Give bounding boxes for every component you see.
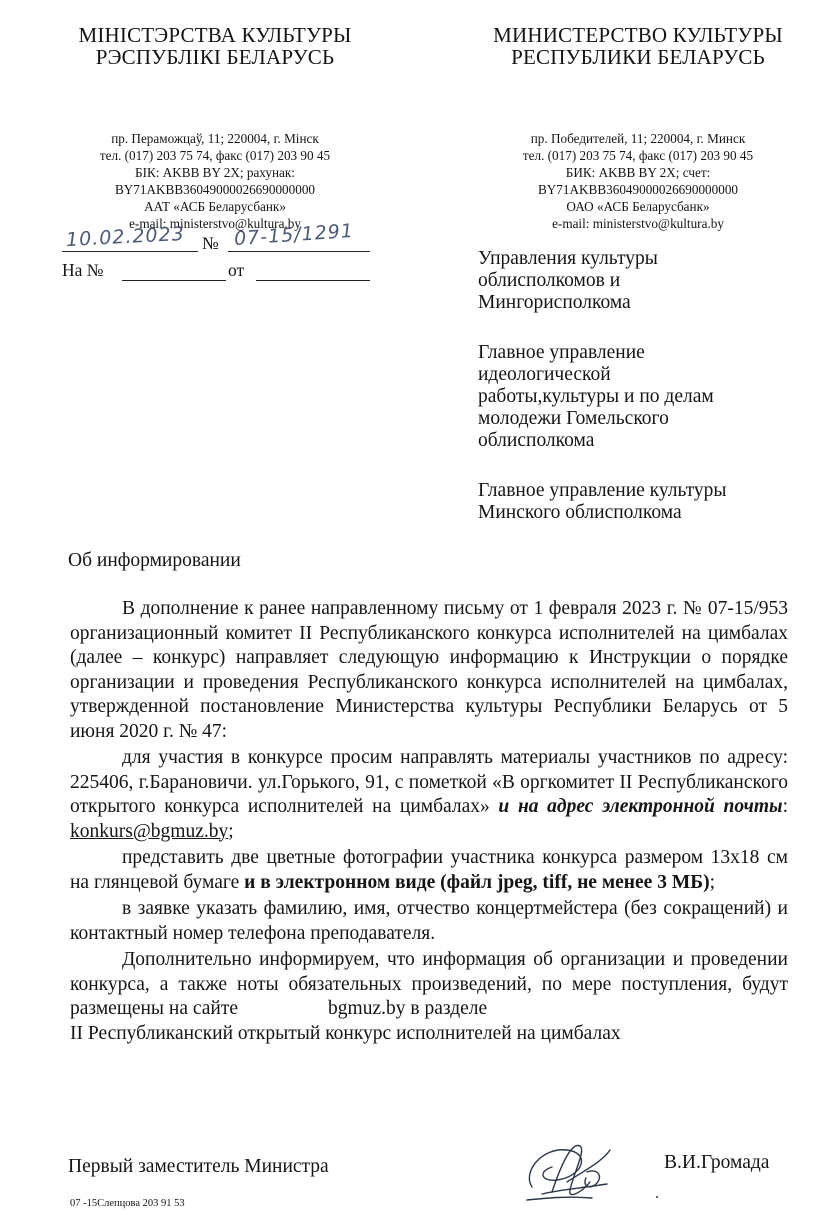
reply-prefix: На № [62,260,104,280]
letter-body [70,597,788,1046]
recipient-line: Мингорисполкома [478,292,631,313]
right-phone-line: тел. (017) 203 75 74, факс (017) 203 90 45 [522,148,754,163]
contest-email-link[interactable]: konkurs@bgmuz.by [70,820,229,842]
recipient-3 [478,480,808,524]
paragraph-4: в заявке указать фамилию, имя, отчество концертмейстера (без сокращений) и контактный номер телефона преподавателя. [70,898,788,944]
left-account-line: BY71AKBB36049000026690000000 [114,182,316,197]
paragraph-2-end: ; [228,820,234,842]
signer-name: В.И.Громада [664,1152,770,1173]
recipient-line: облисполкомов и [478,270,621,291]
recipient-line: Главное управление культуры [478,480,727,501]
left-ministry-line1: МІНІСТЭРСТВА КУЛЬТУРЫ [78,23,352,47]
paragraph-1: В дополнение к ранее направленному письму от 1 февраля 2023 г. № 07-15/953 организационный комитет II Республиканского конкурса исполнителей на цимбалах (далее – конкурс) направляет следующую информацию к Инструкции о порядке организации и проведения Республиканского конкурса исполнителей на цимбалах, утвержденной постановление Министерства культуры Республики Беларусь от 5 июня 2020 г. № 47: [70,598,788,742]
handwritten-number: 07-15/1291 [233,219,355,251]
recipient-line: идеологической [478,364,611,385]
recipient-line: работы,культуры и по делам [478,386,714,407]
from-word: от [228,260,245,280]
right-ministry-line1: МИНИСТЕРСТВО КУЛЬТУРЫ [493,23,783,47]
right-account-line: BY71AKBB36049000026690000000 [537,182,739,197]
paragraph-3-text: представить две цветные фотографии участника конкурса размером 13х18 см на глянцевой бумаге [70,847,788,893]
paragraph-2-emphasis: и на адрес электронной почты [489,796,783,817]
signer-position: Первый заместитель Министра [68,1156,329,1177]
paragraph-5-last-line: II Республиканский открытый конкурс исполнителей на цимбалах [70,1022,621,1044]
reply-date-underline [256,280,370,281]
recipient-line: Управления культуры [478,248,658,269]
paragraph-3-end: ; [709,871,716,893]
paragraph-5-end: в разделе [405,998,488,1019]
left-bank-line: БІК: AKBB BY 2X; рахунак: [135,165,295,180]
left-address-line: пр. Пераможцаў, 11; 220004, г. Мінск [111,131,319,146]
recipient-line: Минского облисполкома [478,502,682,523]
executor-line: 07 -15Слепцова 203 91 53 [70,1198,185,1209]
left-ministry-title [55,24,375,68]
left-ministry-line2: РЭСПУБЛІКІ БЕЛАРУСЬ [95,45,335,69]
right-address-block [468,130,808,232]
recipient-line: молодежи Гомельского [478,408,669,429]
paragraph-5 [70,948,788,1022]
left-header [55,24,375,232]
recipient-line: Главное управление [478,342,645,363]
right-ministry-line2: РЕСПУБЛИКИ БЕЛАРУСЬ [511,45,765,69]
recipient-1 [478,248,808,314]
paragraph-2 [70,746,788,844]
recipient-line: облисполкома [478,430,595,451]
right-header [468,24,808,232]
right-ministry-title [468,24,808,68]
recipients-block [478,248,808,548]
paragraph-5-text: Дополнительно информируем, что информация об организации и проведении конкурса, а также ноты обязательных произведений, по мере поступления, будут размещены на сайте [70,949,788,1019]
number-underline [228,251,370,252]
site-name: bgmuz.by [328,998,406,1019]
left-address-block [55,130,375,232]
subject-line: Об информировании [68,550,241,571]
reply-number-underline [122,280,226,281]
paragraph-2-text: для участия в конкурсе просим направлять материалы участников по адресу: 225406, г.Барановичи. ул.Горького, 91, с пометкой «В оргкомитет II Республиканского открытого конкурса исполнителей на цимбалах» [70,747,788,817]
paragraph-3-bold: и в электронном виде (файл jpeg, tiff, не менее 3 МБ) [239,871,710,893]
left-email-line: e-mail: ministerstvo@kultura.by [129,216,301,231]
right-address-line: пр. Победителей, 11; 220004, г. Минск [530,131,746,146]
date-underline [62,251,198,252]
right-email-line: e-mail: ministerstvo@kultura.by [552,216,724,231]
left-phone-line: тел. (017) 203 75 74, факс (017) 203 90 45 [99,148,331,163]
signature-dot [656,1196,658,1198]
right-bank-line: БИК: AKBB BY 2X; счет: [565,165,711,180]
paragraph-3 [70,846,788,895]
handwritten-date: 10.02.2023 [65,222,186,252]
recipient-2 [478,342,808,452]
paragraph-2-colon: : [782,796,789,817]
right-bank-name-line: ОАО «АСБ Беларусбанк» [566,199,710,214]
left-bank-name-line: ААТ «АСБ Беларусбанк» [144,199,286,214]
handwritten-signature [512,1132,622,1212]
registration-block [62,219,382,284]
number-sign: № [202,233,219,253]
